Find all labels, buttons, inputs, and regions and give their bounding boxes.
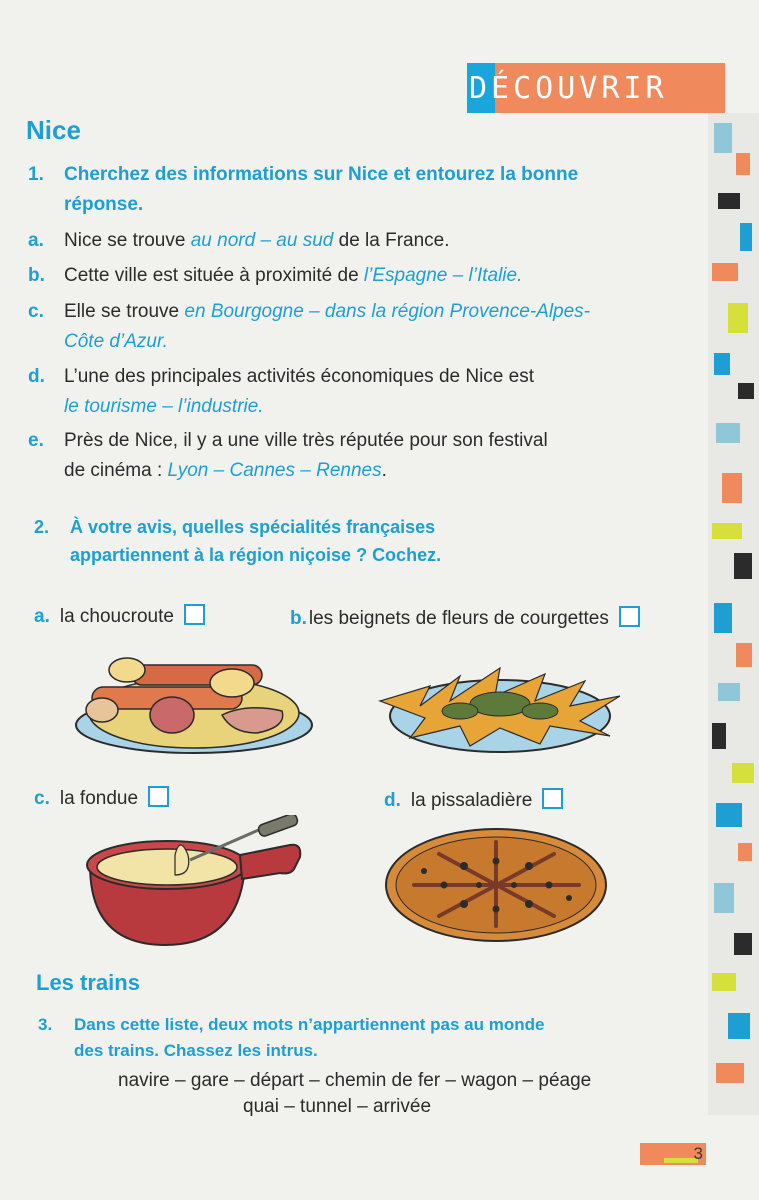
question-line: Dans cette liste, deux mots n’appartiennent pas au monde [74, 1015, 545, 1034]
page-number: 3 [693, 1144, 703, 1163]
food-name: la fondue [59, 788, 139, 809]
item-label: e. [28, 430, 44, 451]
food-label: d. [384, 790, 401, 811]
checkbox[interactable] [542, 788, 563, 809]
food-option-b [290, 606, 640, 630]
item-label: d. [28, 366, 45, 387]
answer-choices[interactable]: au nord – au sud [190, 230, 334, 251]
question-2 [34, 513, 704, 573]
item-text: L’une des principales activités économiques de Nice est [64, 366, 534, 387]
checkbox[interactable] [148, 786, 169, 807]
item-e [28, 426, 708, 486]
item-text: Elle se trouve [64, 301, 185, 322]
word-list-line: navire – gare – départ – chemin de fer – wagon – péage [118, 1070, 592, 1091]
item-label: b. [28, 265, 45, 286]
item-text: . [381, 460, 387, 481]
answer-choices[interactable]: l’Espagne – l’Italie. [363, 265, 523, 286]
food-label: b. [290, 608, 307, 629]
banner-title: DÉCOUVRIR [469, 71, 668, 106]
choucroute-illustration-icon [72, 645, 317, 760]
question-line: réponse. [64, 194, 144, 215]
question-3 [38, 1012, 708, 1068]
item-text: de la France. [333, 230, 450, 251]
question-number: 1. [28, 164, 44, 185]
food-name: les beignets de fleurs de courgettes [308, 608, 609, 629]
answer-choices[interactable]: le tourisme – l’industrie. [64, 396, 264, 417]
item-text: Cette ville est située à proximité de [64, 265, 364, 286]
item-d [28, 362, 708, 422]
food-option-c [34, 786, 169, 810]
item-text: Nice se trouve [64, 230, 191, 251]
beignets-illustration-icon [370, 656, 630, 756]
question-number: 3. [38, 1015, 53, 1034]
question-1 [28, 160, 708, 220]
checkbox[interactable] [184, 604, 205, 625]
section-title-trains: Les trains [36, 970, 140, 995]
collage-letters-icon [708, 113, 759, 1115]
pissaladiere-illustration-icon [384, 826, 609, 944]
section-title-nice: Nice [26, 115, 81, 145]
question-number: 2. [34, 517, 50, 537]
item-b [28, 261, 708, 291]
checkbox[interactable] [619, 606, 640, 627]
food-name: la choucroute [59, 606, 174, 627]
question-line: À votre avis, quelles spécialités françaises [70, 517, 436, 537]
item-a [28, 226, 708, 256]
page-number-badge [640, 1143, 706, 1165]
word-list-line: quai – tunnel – arrivée [243, 1096, 432, 1117]
item-text: de cinéma : [64, 460, 168, 481]
question-line: des trains. Chassez les intrus. [74, 1041, 318, 1060]
question-line: Cherchez des informations sur Nice et entourez la bonne [64, 164, 579, 185]
answer-choices[interactable]: en Bourgogne – dans la région Provence-Alpes- [184, 301, 591, 322]
fondue-illustration-icon [80, 815, 310, 950]
item-c [28, 297, 708, 357]
food-label: c. [34, 788, 50, 809]
section-banner [467, 63, 725, 113]
item-text: Près de Nice, il y a une ville très réputée pour son festival [64, 430, 548, 451]
food-label: a. [34, 606, 50, 627]
item-label: c. [28, 301, 44, 322]
food-option-d [384, 788, 563, 812]
answer-choices[interactable]: Côte d’Azur. [64, 331, 168, 352]
item-label: a. [28, 230, 44, 251]
answer-choices[interactable]: Lyon – Cannes – Rennes [167, 460, 382, 481]
question-line: appartiennent à la région niçoise ? Cochez. [70, 545, 442, 565]
food-option-a [34, 604, 205, 628]
side-collage-decoration [708, 113, 759, 1115]
food-name: la pissaladière [410, 790, 533, 811]
